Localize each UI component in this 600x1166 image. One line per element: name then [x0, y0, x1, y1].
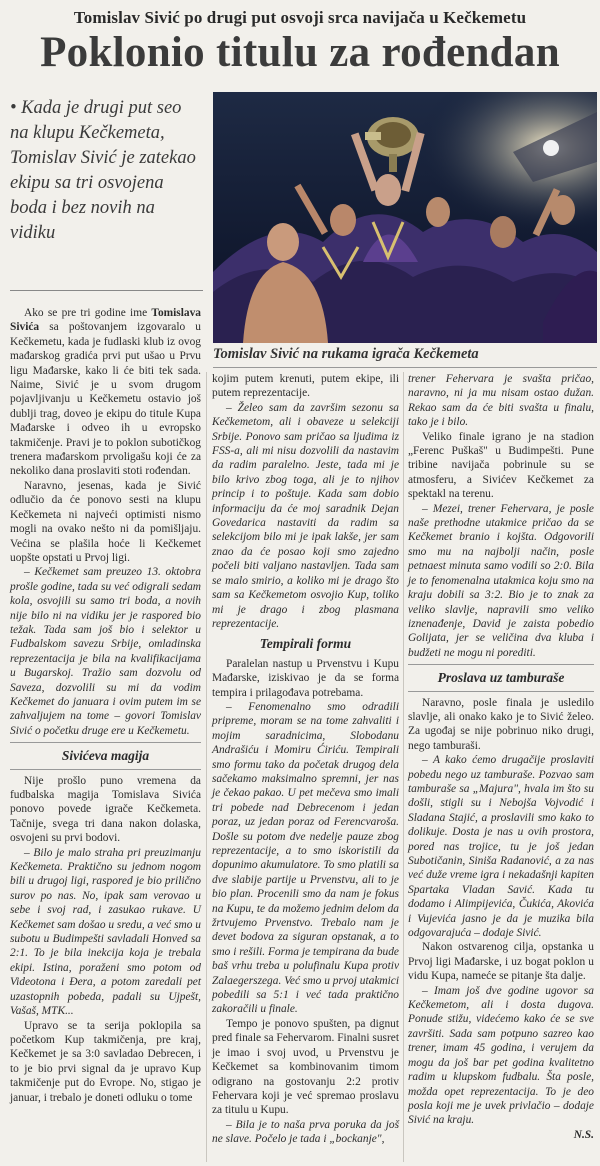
emphasized-name: Tomislava Sivića [10, 307, 201, 334]
article-kicker: Tomislav Sivić po drugi put osvoji srca navijača u Kečkemetu [73, 8, 527, 27]
paragraph: – Bilo je malo straha pri preuzimanju Kečkemeta. Praktično su jednom nogom bili u drugoj ligi, raspored je bio prilično surov po nas. No, ipak sam verovao u sebe i svoj rad, i zasukao rukave. U Kečkemet sam došao u sredu, a već smo u subotu u Budimpešti savladali Honved sa 2:1. To je bila inekcija koja je trebala ekipi. Istina, poraženi smo potom od Videotona i Đera, a potom zaredali pet uzastopnih pobeda, padali su Ujpešt, Vašaš, MTK... [10, 846, 201, 1018]
subhead-siviceva-magija: Sivićeva magija [61, 748, 150, 764]
paragraph: Naravno, posle finala je usledilo slavlje, ali onako kako je to Sivić želeo. Za ugođaj se nije pobrinuo niko drugi, nego tamburaši. [408, 696, 594, 752]
paragraph: kojim putem krenuti, putem ekipe, ili putem reprezentacije. [212, 373, 399, 400]
paragraph: trener Fehervara je svašta pričao, naravno, ni ja mu nisam ostao dužan. Rekao sam da će biti svašta u finalu, tako je i bilo. [408, 373, 594, 429]
text-column-1 [10, 306, 201, 1105]
subhead-tempirali-formu: Tempirali formu [259, 636, 352, 652]
paragraph: – Kečkemet sam preuzeo 13. oktobra prošle godine, tada su već odigrali sedam kola, osvojili su samo tri boda, a novih nije bilo ni na vidiku jer je raspored bio težak. Tada sam još bio i selektor u Fudbalskom savezu Srbije, omladinska reprezentacija je bila na kvalifikacijama u Bugarskoj. Tražio sam dozvolu od Saveza, dozvolili su mi da vodim Kečkemet do januara i ovim putem im se zahvaljujem na tome – govori Tomislav Sivić o početku druge ere u Kečkemetu. [10, 566, 201, 737]
trophy-celebration-photo [213, 92, 597, 343]
paragraph: Veliko finale igrano je na stadion „Ferenc Puškaš" u Budimpešti. Pune tribine navijača pobrinule su se atmosferu, a Sivićev Kečkemet za spektakl na terenu. [408, 430, 594, 501]
column-divider [206, 372, 207, 1162]
paragraph: – Fenomenalno smo odradili pripreme, moram se na tome zahvaliti i mojim saradnicima, Slobodanu Andrašiću i Momiru Ćiriću. Tempirali smo formu tako da početak drugog dela sačekamo maksimalno spremni, jer nas je čekao pakao. U pet mečeva smo imali tri pobede nad Debrecenom i jedan poraz, uz jedan poraz od Ferencvaroša. Došle su potom dve nedelje pauze zbog reprezentacije, a to smo iskoristili da dopunimo akumulatore. To smo platili sa dve slabije partije u Prvenstvu, ali to je bio plan. Procenili smo da nam je fokus na Kupu, te da možemo jednim delom da žrtvujemo Prvenstvo. Trebalo nam je devet bodova za siguran opstanak, a to smo i rešili. Forma je tempirana da bude baš vrhu treba u polufinalu Kupa protiv Zalaegerszega. Već smo u prvoj utakmici pobedili sa 5:1 i već tada praktično zakoračili u finale. [212, 700, 399, 1016]
paragraph: Nije prošlo puno vremena da fudbalska magija Tomislava Sivića ponovo povede igrače Kečkemeta. Tačnije, svega tri dana nakon dolaska, osvojeni su prvi bodovi. [10, 774, 201, 845]
subhead-divider [10, 769, 201, 770]
article-lead: • Kada je drugi put seo na klupu Kečkemeta, Tomislav Sivić je zatekao ekipu sa tri osvojena boda i bez novih na vidiku [10, 98, 196, 243]
photo-caption: Tomislav Sivić na rukama igrača Kečkemeta [213, 346, 479, 362]
paragraph: Nakon ostvarenog cilja, opstanka u Prvoj ligi Mađarske, i uz bogat poklon u vidu Kupa, nameće se pitanje šta dalje. [408, 941, 594, 983]
column-divider [403, 372, 404, 1162]
paragraph: Ako se pre tri godine ime Tomislava Sivića sa poštovanjem izgovaralo u Kečkemetu, kada je fudlaski klub iz ovog mađarskog gradića prvi put ušao u Prvu ligu Mađarske, kako li će biti tek sada. Naime, Sivić je u svom drugom pojavljivanju u Kečkemetu ostavio još dublji trag, doveo je ekipu do titule Kupa Mađarske i odveo ih u evropsko takmičenje. Pravi je to poklon subotičkog trenera mađarskom prvoligašu koji će za nekoliko dana proslaviti stoti rođendan. [10, 307, 201, 478]
photo-illustration [213, 92, 597, 343]
paragraph: – Mezei, trener Fehervara, je posle naše prethodne utakmice pričao da se Kečkemet branio i kojšta. Odgovorili smo mu na najbolji način, posle petnaest minuta samo vodili so 2:0. Bila je to fenomenalna utakmica koju smo na kraju dobili sa 3:2. Bio je to znak za veliko slavlje, napravili smo veliko iznenađenje, David je zaista pobedio Golijata, jer se veličina dva kluba i budžeti ne mogu ni porediti. [408, 502, 594, 659]
text-column-3 [408, 372, 594, 1142]
paragraph: Paralelan nastup u Prvenstvu i Kupu Mađarske, iziskivao je da se forma tempira i prilagođava potrebama. [212, 657, 399, 699]
subhead-divider [408, 664, 594, 665]
paragraph: – Bila je to naša prva poruka da još ne slave. Počelo je tada i „bockanje", [212, 1118, 399, 1146]
paragraph: Tempo je ponovo spušten, pa dignut pred finale sa Fehervarom. Finalni susret je imao i svoj uvod, u Prvenstvu je Kečkemet sa kombinovanim timom odigrano na gostovanju 2:2 protiv Fehervara koji je već spremao proslavu za titulu u Kupu. [212, 1017, 399, 1117]
paragraph: – Želeo sam da završim sezonu sa Kečkemetom, ali i obaveze u selekciji Srbije. Ponovo sam pričao sa ljudima iz FSS-a, ali mi nisu dozvolili da nastavim da radim paralelno. Jeste, tada mi je bilo krivo zbog toga, ali je to njihov princip i to poštuje. Kada sam dobio informaciju da će moj saradnik Dejan Govedarica nastaviti da radim sa selekcijom bilo mi je ipak lakše, jer sam znao da će posao koji smo zajedno počeli biti valjano nastavljen. Tada sam se malo smirio, a koliko mi je drago što sam sa Kečkemetom osvojio Kup, toliko mi je drago i zbog plasmana reprezentacije. [212, 401, 399, 630]
lead-divider [10, 290, 203, 291]
paragraph: – Imam još dve godine ugovor sa Kečkemetom, ali i dosta dugova. Ponude stižu, videćemo kako će se sve završiti. Sada sam potpuno sazreo kao trener, imam 45 godina, i verujem da mogu da još bar pet godina kvalitetno radim u klupskom fudbalu. Šta posle, možda opet reprezentacija. To je deo posla koji me je uvek privlačio – dodaje Sivić na kraju. [408, 984, 594, 1127]
subhead-divider [408, 691, 594, 692]
author-signature: N.S. [573, 1128, 594, 1141]
paragraph: Upravo se ta serija poklopila sa početkom Kup takmičenja, pre kraj, Kečkemet je sa 3:0 savladao Debrecen, i to je bio prvi signal da je upravo Kup takmičenje put do Evrope. No, stigao je januar, i trebalo je doneti odluku o tome [10, 1019, 201, 1104]
caption-divider [213, 367, 597, 368]
subhead-proslava-uz-tamburase: Proslava uz tamburaše [437, 670, 565, 686]
paragraph: – A kako ćemo drugačije proslaviti pobedu nego uz tamburaše. Pozvao sam tamburaše sa „Majura", hvala im što su došli, stigli su i Nebojša Vojvodić i Sladana Stajić, a proslavili smo kako to dolikuje. Dosta je nas u ovih prostora, pored nas trojice, tu je još jedan Subotičanin, Siniša Radanović, a za nas već duže vreme igra i nekadašnji kapiten Spartaka Vladan Savić. Kada tu dodamo i Alimpijevića, Čukića, Akovića i Vujevića jasno je da je muzika bila odgovarajuća – dodaje Sivić. [408, 754, 594, 940]
subhead-divider [10, 742, 201, 743]
paragraph: Naravno, jesenas, kada je Sivić odlučio da će ponovo sesti na klupu Kečkemeta ni najveći optimisti nismo mogli na ovako nešto ni da pomišljaju. Većina se plašila hoće li Kečkemet uopšte opstati u Prvoj ligi. [10, 479, 201, 564]
article-headline: Poklonio titulu za rođendan [40, 29, 560, 76]
text-column-2 [212, 372, 399, 1147]
